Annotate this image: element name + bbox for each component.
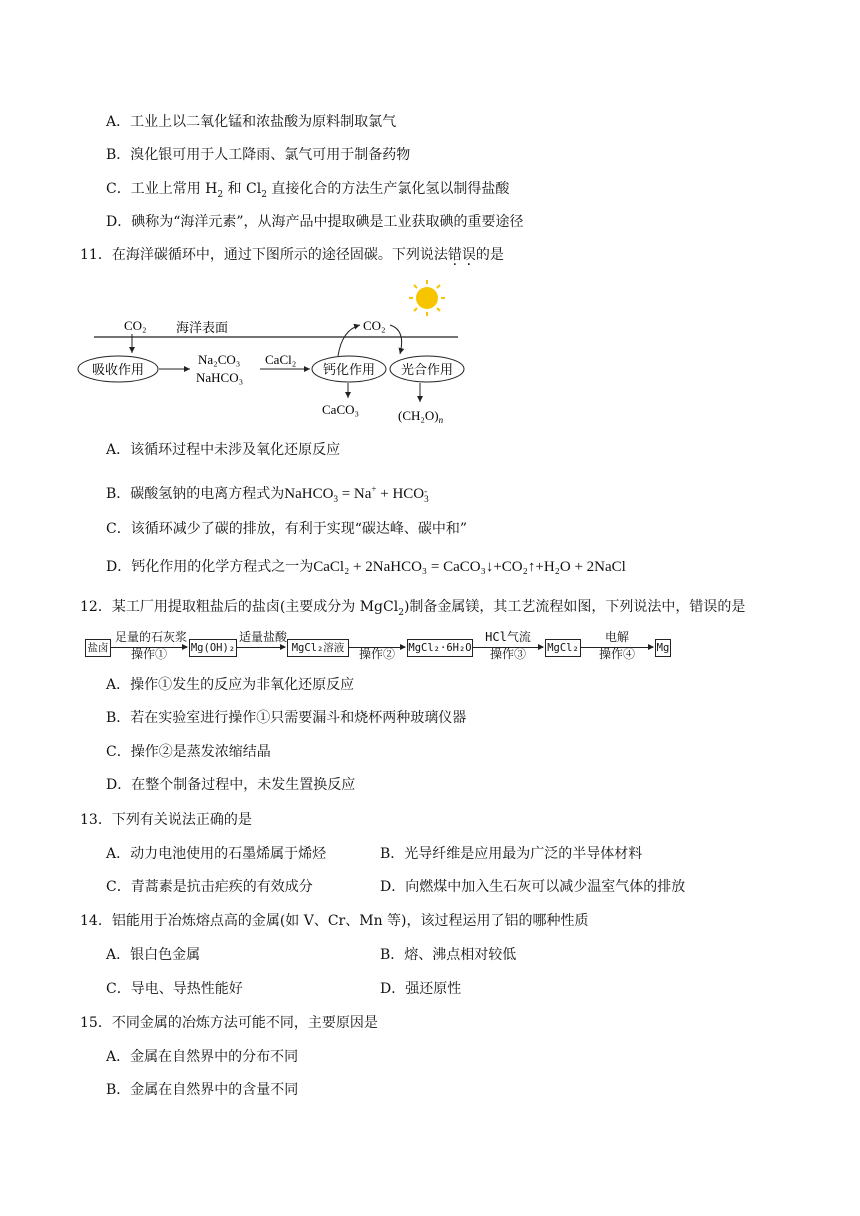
q12-option-d: D．在整个制备过程中，未发生置换反应 [106, 777, 356, 793]
q15-option-b: B．金属在自然界中的含量不同 [106, 1082, 299, 1098]
q12-stem-sub: 2 [398, 607, 404, 618]
q12-stem [80, 597, 745, 623]
q12-option-c: C．操作②是蒸发浓缩结晶 [106, 744, 271, 760]
q11-option-c: C．该循环减少了碳的排放，有利于实现“碳达峰、碳中和” [106, 521, 468, 537]
flow-label-lime: 足量的石灰浆 [114, 630, 187, 644]
na2co3-label: Na₂CO₃ [198, 352, 241, 367]
ch2o-label [398, 408, 444, 425]
q11-d-equation: CaCl₂ + 2NaHCO₃ = CaCO₃↓+CO₂↑+H₂O + 2NaCl [313, 559, 626, 575]
flow-label-op1: 操作① [130, 647, 167, 661]
co2-left-label: CO₂ [124, 318, 147, 333]
q10-c-part3: 直接化合的方法生产氯化氢以制得盐酸 [266, 181, 510, 197]
q11-b-eq-plus: + HCO [376, 486, 425, 502]
q11-option-d [106, 557, 626, 577]
q11-stem [80, 245, 504, 265]
q13-option-d: D．向燃煤中加入生石灰可以减少温室气体的排放 [380, 879, 686, 895]
q11-b-eq-sup2: - [424, 485, 428, 496]
flow-label-electrolysis: 电解 [604, 630, 629, 644]
flow-label-op4: 操作④ [598, 647, 635, 661]
q14-option-b: B．熔、沸点相对较低 [380, 947, 517, 963]
flow-box-mgcl2: MgCl₂ [545, 639, 581, 657]
q13-option-b: B．光导纤维是应用最为广泛的半导体材料 [380, 846, 643, 862]
q11-option-b [106, 479, 429, 509]
absorb-label: 吸收作用 [91, 363, 145, 378]
q11-stem-pre: 11．在海洋碳循环中，通过下图所示的途径固碳。下列说法 [80, 247, 448, 263]
flow-label-hcl: 适量盐酸 [238, 630, 287, 644]
flow-box-mgcl2-solution: MgCl₂溶液 [287, 639, 349, 657]
sun-icon [409, 280, 445, 316]
calcify-label: 钙化作用 [322, 363, 376, 378]
q11-b-eq-mid: = Na [337, 486, 372, 502]
flow-label-op2: 操作② [358, 647, 395, 661]
q14-option-d: D．强还原性 [380, 981, 462, 997]
q11-b-eq-sub: 3 [333, 494, 338, 504]
q10-option-b: B．溴化银可用于人工降雨、氯气可用于制备药物 [106, 147, 411, 163]
nahco3-label: NaHCO₃ [196, 370, 244, 385]
q10-option-d: D．碘称为“海洋元素”，从海产品中提取碘是工业获取碘的重要途径 [106, 214, 524, 230]
q14-stem: 14．铝能用于冶炼熔点高的金属(如 V、Cr、Mn 等)，该过程运用了铝的哪种性质 [80, 913, 589, 929]
flow-box-brine: 盐卤 [85, 639, 111, 657]
flow-box-mg: Mg [655, 639, 671, 657]
flow-label-op3: 操作③ [489, 647, 526, 661]
q10-c-part1: C．工业上常用 H [106, 181, 218, 197]
flow-box-mgoh2: Mg(OH)₂ [189, 639, 237, 657]
q11-stem-em1: 错 [447, 247, 462, 263]
q11-d-pre: D．钙化作用的化学方程式之一为 [106, 559, 314, 575]
q10-c-sub1: 2 [217, 189, 224, 200]
q11-stem-em2: 误 [461, 247, 476, 263]
q11-option-a: A．该循环过程中未涉及氧化还原反应 [106, 442, 341, 458]
q11-b-equation [284, 486, 428, 502]
flow-box-mgcl2-hydrate: MgCl₂·6H₂O [407, 639, 473, 657]
q12-option-b: B．若在实验室进行操作①只需要漏斗和烧杯两种玻璃仪器 [106, 710, 467, 726]
q12-stem-pre: 12．某工厂用提取粗盐后的盐卤(主要成分为 MgCl [80, 599, 399, 615]
q10-c-sub2: 2 [261, 189, 267, 200]
q15-option-a: A．金属在自然界中的分布不同 [106, 1049, 299, 1065]
q15-stem: 15．不同金属的冶炼方法可能不同，主要原因是 [80, 1015, 378, 1031]
co2-right-label: CO₂ [363, 318, 386, 333]
q13-stem: 13．下列有关说法正确的是 [80, 812, 252, 828]
caco3-label: CaCO₃ [322, 402, 360, 417]
q10-option-c [106, 179, 509, 205]
q13-option-c: C．青蒿素是抗击疟疾的有效成分 [106, 879, 313, 895]
q11-stem-post: 的是 [475, 247, 504, 263]
q13-option-a: A．动力电池使用的石墨烯属于烯烃 [106, 846, 327, 862]
q11-b-eq-sup: + [371, 484, 377, 494]
flow-arrow-2 [237, 647, 285, 648]
q11-b-pre: B．碳酸氢钠的电离方程式为 [106, 486, 285, 502]
flow-label-hcl-gas: HCl气流 [485, 630, 531, 644]
q11-b-eq-sub2: 3 [424, 493, 429, 504]
carbon-cycle-diagram [70, 278, 490, 433]
q14-option-a: A．银白色金属 [106, 947, 201, 963]
q11-b-eq1: NaHCO [284, 486, 334, 502]
q10-option-a: A．工业上以二氧化锰和浓盐酸为原料制取氯气 [106, 114, 397, 130]
sea-surface-label: 海洋表面 [176, 321, 229, 336]
cacl2-label: CaCl₂ [265, 352, 297, 367]
q12-stem-post: )制备金属镁，其工艺流程如图，下列说法中，错误的是 [403, 599, 746, 615]
q11-b-eq-script [424, 487, 429, 503]
q12-option-a: A．操作①发生的反应为非氧化还原反应 [106, 677, 355, 693]
ch2o-main: (CH₂O) [398, 408, 439, 423]
q10-c-part2: 和 Cl [223, 181, 262, 197]
q14-option-c: C．导电、导热性能好 [106, 981, 243, 997]
ch2o-n: n [438, 415, 444, 425]
photosynthesis-label: 光合作用 [400, 363, 454, 378]
